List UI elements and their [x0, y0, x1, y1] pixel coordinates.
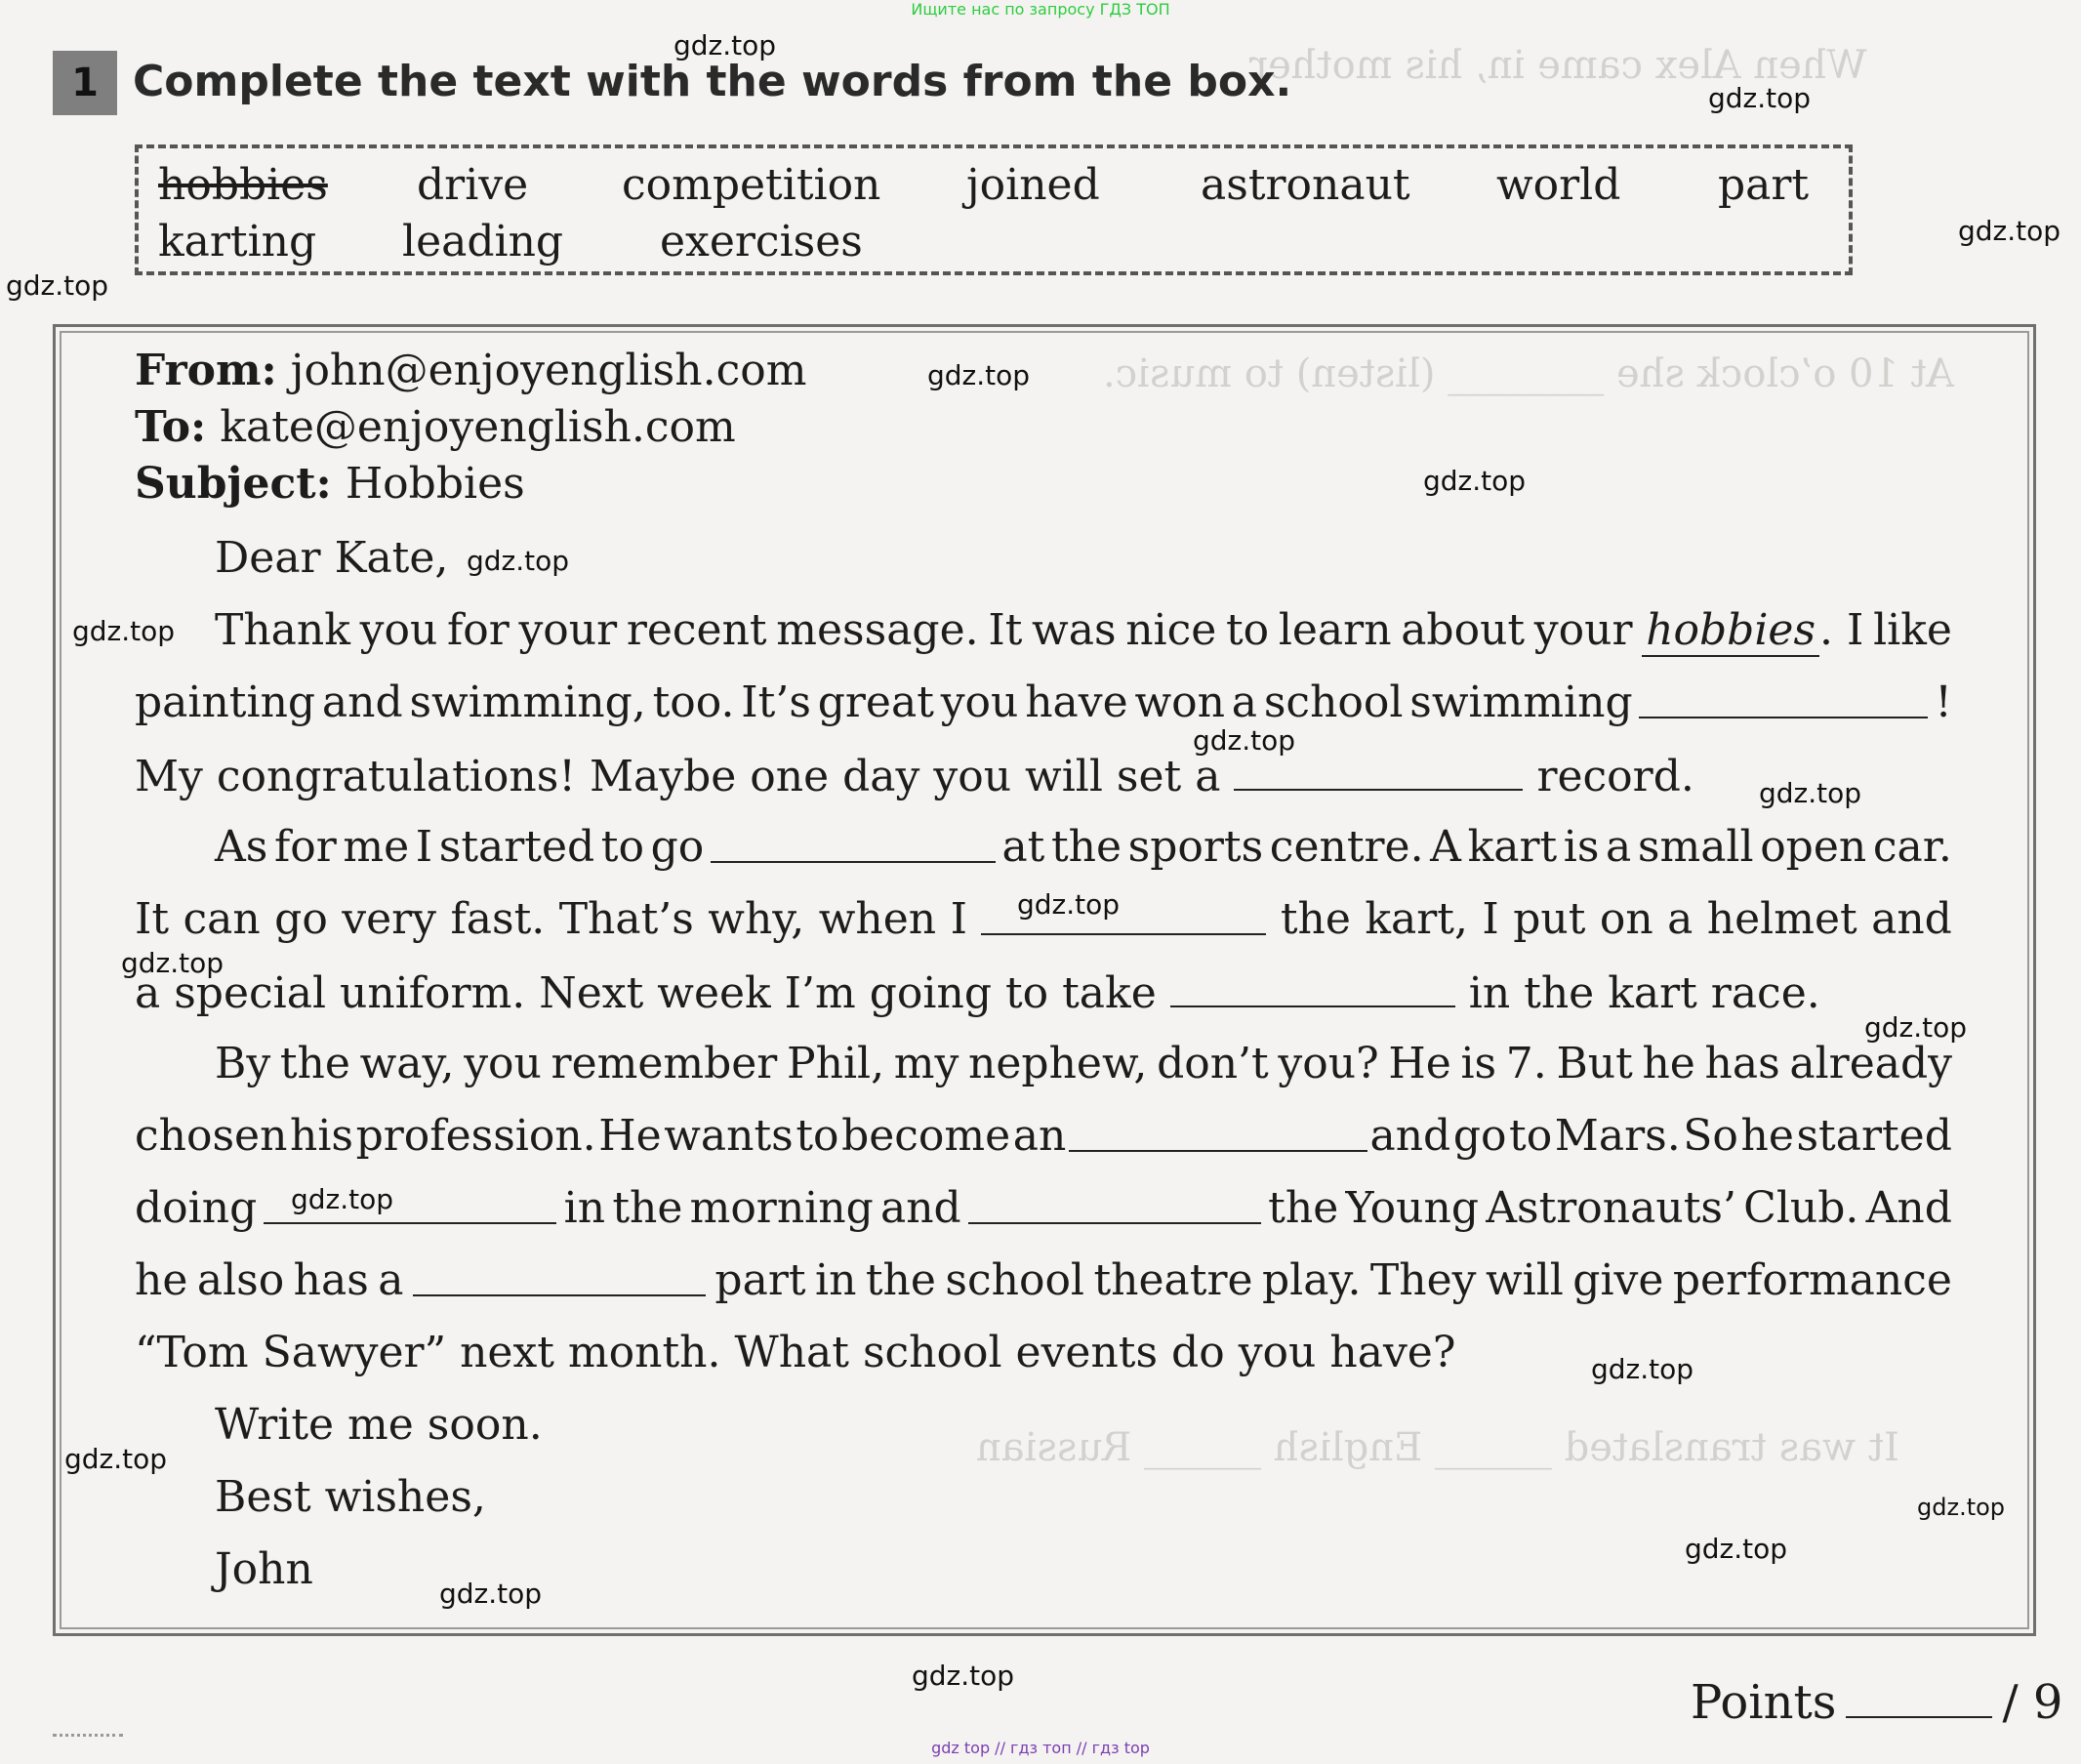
watermark: gdz.top: [64, 1443, 168, 1475]
word: great: [817, 677, 934, 727]
word: in: [563, 1183, 606, 1233]
word: swimming,: [409, 677, 646, 727]
word: on: [1599, 894, 1653, 944]
bleed-through-3: It was translated ______ English ______ Russian: [976, 1425, 1899, 1470]
word: why,: [708, 894, 805, 944]
email-from: [135, 346, 806, 395]
word: A: [1430, 822, 1461, 872]
p2-line-1: [215, 822, 1952, 872]
answer-blank-5[interactable]: [1170, 966, 1455, 1007]
word: doing: [135, 1183, 258, 1233]
word: for: [273, 822, 337, 872]
word: you: [359, 605, 438, 655]
word: chosen: [135, 1111, 288, 1161]
page-dots: [53, 1734, 123, 1737]
word: the: [1280, 894, 1351, 944]
p3-line-5: “Tom Sawyer” next month. What school events do you have?: [135, 1328, 1456, 1377]
word: me: [343, 822, 410, 872]
word: small: [1637, 822, 1754, 872]
answer-blank-6[interactable]: [1069, 1111, 1367, 1152]
word: As: [215, 822, 268, 872]
word: the: [865, 1255, 936, 1305]
word: message.: [776, 605, 979, 655]
word: open: [1760, 822, 1867, 872]
word: I: [1482, 894, 1499, 944]
word: wants: [664, 1111, 794, 1161]
word: That’s: [558, 894, 694, 944]
word: kart: [1467, 822, 1558, 872]
text: in the kart race.: [1468, 968, 1820, 1018]
word: kart,: [1365, 894, 1468, 944]
word: learn: [1278, 605, 1392, 655]
word: started: [1796, 1111, 1952, 1161]
bleed-through-1: When Alex came in, his mother: [1249, 43, 1867, 88]
word: nice: [1125, 605, 1217, 655]
word: So: [1683, 1111, 1738, 1161]
word: too.: [652, 677, 735, 727]
watermark: gdz.top: [1958, 215, 2061, 247]
word: go: [1452, 1111, 1507, 1161]
word-box-item-leading: leading: [402, 217, 564, 267]
word-box-item-drive: drive: [417, 160, 529, 210]
word: to: [600, 822, 644, 872]
points-blank[interactable]: [1846, 1683, 1992, 1718]
text: record.: [1536, 752, 1694, 801]
word: helmet: [1706, 894, 1857, 944]
word: his: [290, 1111, 354, 1161]
p2-line-3: [135, 966, 1820, 1018]
word-box-item-world: world: [1496, 160, 1621, 210]
sign-off: Best wishes,: [215, 1472, 486, 1522]
word: a: [1231, 677, 1258, 727]
word: Phil,: [787, 1039, 885, 1088]
email-subject: [135, 459, 525, 509]
word: But: [1556, 1039, 1633, 1088]
word: He: [598, 1111, 662, 1161]
word: very: [342, 894, 437, 944]
watermark: gdz.top: [291, 1183, 394, 1215]
answer-blank-8[interactable]: [968, 1183, 1261, 1224]
word: performance: [1672, 1255, 1952, 1305]
p1-line-2: [135, 677, 1952, 727]
word: car.: [1872, 822, 1952, 872]
word: your: [518, 605, 618, 655]
signature: John: [215, 1544, 313, 1594]
word: in: [815, 1255, 857, 1305]
word: They: [1369, 1255, 1477, 1305]
subject-label: Subject:: [135, 459, 332, 509]
bleed-through-2: At 10 o’clock she ________ (listen) to music.: [1103, 351, 1954, 396]
watermark: gdz.top: [1708, 82, 1812, 114]
answer-blank-1[interactable]: [1639, 677, 1928, 718]
word: go: [650, 822, 705, 872]
points-score: [1691, 1675, 2062, 1730]
p3-line-3: [135, 1183, 1952, 1233]
word: and: [321, 677, 403, 727]
closing-line: Write me soon.: [215, 1400, 543, 1450]
word: go: [274, 894, 328, 944]
word: I: [950, 894, 967, 944]
word: way,: [359, 1039, 455, 1088]
word: It’s: [741, 677, 811, 727]
word: fast.: [450, 894, 546, 944]
watermark: gdz.top: [1685, 1533, 1788, 1565]
word: painting: [135, 677, 316, 727]
subject-value: Hobbies: [345, 459, 525, 509]
word: school: [1263, 677, 1404, 727]
word: profession.: [355, 1111, 596, 1161]
word: theatre: [1093, 1255, 1253, 1305]
exercise-instruction: Complete the text with the words from the box.: [133, 57, 1292, 106]
word: don’t: [1157, 1039, 1269, 1088]
word: It: [135, 894, 170, 944]
watermark: gdz.top: [439, 1578, 543, 1610]
word: also: [196, 1255, 285, 1305]
word: a: [378, 1255, 404, 1305]
word: like: [1873, 605, 1952, 655]
top-banner[interactable]: Ищите нас по запросу ГДЗ ТОП: [911, 0, 1170, 19]
watermark: gdz.top: [1193, 724, 1296, 757]
word: It: [988, 605, 1023, 655]
from-address: john@enjoyenglish.com: [290, 346, 807, 395]
word: centre.: [1269, 822, 1424, 872]
word: can: [183, 894, 261, 944]
word: school: [945, 1255, 1085, 1305]
watermark: gdz.top: [1864, 1011, 1968, 1044]
from-label: From:: [135, 346, 277, 395]
text: a special uniform. Next week I’m going to take: [135, 968, 1157, 1018]
word: put: [1513, 894, 1586, 944]
word: By: [215, 1039, 271, 1088]
word: already: [1789, 1039, 1952, 1088]
word-box-item-hobbies: hobbies: [158, 160, 328, 210]
p1-line-3: [135, 750, 1694, 801]
word: and: [879, 1183, 961, 1233]
word: And: [1865, 1183, 1952, 1233]
word: give: [1572, 1255, 1664, 1305]
word: my: [893, 1039, 959, 1088]
word: for: [446, 605, 510, 655]
answer-blank-3[interactable]: [711, 822, 996, 863]
word: remember: [551, 1039, 778, 1088]
points-total: / 9: [2002, 1675, 2063, 1730]
word: your: [1533, 605, 1633, 655]
watermark: gdz.top: [72, 615, 176, 647]
word-box-item-joined: joined: [966, 160, 1100, 210]
answer-blank-9[interactable]: [413, 1255, 706, 1296]
word: He: [1388, 1039, 1451, 1088]
word-box-item-astronaut: astronaut: [1201, 160, 1410, 210]
word-box-item-karting: karting: [158, 217, 317, 267]
word: the: [612, 1183, 683, 1233]
text: My congratulations! Maybe one day you will set a: [135, 752, 1221, 801]
watermark: gdz.top: [912, 1660, 1015, 1692]
word: you?: [1278, 1039, 1379, 1088]
watermark: gdz.top: [1017, 888, 1121, 921]
word: you: [940, 677, 1019, 727]
word: Mars.: [1554, 1111, 1681, 1161]
word: to: [1225, 605, 1270, 655]
filled-answer-hobbies: hobbies: [1642, 605, 1819, 657]
word: swimming: [1409, 677, 1633, 727]
word: Astronauts’: [1486, 1183, 1736, 1233]
word-box-item-competition: competition: [622, 160, 881, 210]
watermark: gdz.top: [6, 269, 109, 302]
word: sports: [1127, 822, 1264, 872]
word: a: [1606, 822, 1632, 872]
word: . I: [1819, 605, 1864, 655]
word: is: [1563, 822, 1600, 872]
word: have: [1025, 677, 1128, 727]
word: Young: [1345, 1183, 1480, 1233]
watermark: gdz.top: [1917, 1494, 2006, 1521]
p1-line-1: [215, 605, 1952, 657]
word: the: [1050, 822, 1122, 872]
watermark: gdz.top: [927, 359, 1031, 391]
word: has: [293, 1255, 369, 1305]
word: he: [135, 1255, 188, 1305]
word: an: [1012, 1111, 1067, 1161]
word: he: [1740, 1111, 1794, 1161]
watermark: gdz.top: [467, 545, 570, 577]
word: nephew,: [968, 1039, 1148, 1088]
to-label: To:: [135, 402, 207, 452]
p3-line-2: [135, 1111, 1952, 1161]
word: become: [841, 1111, 1011, 1161]
word: Club.: [1743, 1183, 1859, 1233]
word: at: [1001, 822, 1045, 872]
word: won: [1134, 677, 1225, 727]
word: is: [1460, 1039, 1497, 1088]
word: I: [415, 822, 433, 872]
word: recent: [626, 605, 767, 655]
word: morning: [689, 1183, 874, 1233]
word: play.: [1261, 1255, 1362, 1305]
watermark: gdz.top: [1423, 465, 1527, 497]
word: !: [1935, 677, 1952, 727]
word: the: [279, 1039, 350, 1088]
word: Thank: [215, 605, 350, 655]
word-box-item-part: part: [1718, 160, 1810, 210]
p3-line-4: [135, 1255, 1952, 1305]
points-label: Points: [1691, 1675, 1837, 1730]
footer-links[interactable]: gdz top // гдз топ // гдз top: [931, 1739, 1150, 1757]
word: was: [1032, 605, 1117, 655]
word: to: [796, 1111, 839, 1161]
word: to: [1509, 1111, 1553, 1161]
watermark: gdz.top: [1759, 777, 1862, 809]
word: 7.: [1505, 1039, 1547, 1088]
word: about: [1401, 605, 1526, 655]
to-address: kate@enjoyenglish.com: [220, 402, 736, 452]
word: has: [1704, 1039, 1780, 1088]
watermark: gdz.top: [673, 29, 777, 62]
word: started: [438, 822, 595, 872]
word: a: [1667, 894, 1693, 944]
word: when: [818, 894, 937, 944]
word: and: [1871, 894, 1952, 944]
word: you: [464, 1039, 542, 1088]
word: the: [1268, 1183, 1339, 1233]
email-to: [135, 402, 736, 452]
watermark: gdz.top: [121, 947, 224, 979]
greeting: Dear Kate,: [215, 533, 449, 583]
p3-line-1: [215, 1039, 1952, 1088]
exercise-number: 1: [53, 51, 117, 115]
word: will: [1485, 1255, 1564, 1305]
word: and: [1369, 1111, 1451, 1161]
word: he: [1642, 1039, 1695, 1088]
word: part: [714, 1255, 806, 1305]
word-box-item-exercises: exercises: [660, 217, 863, 267]
watermark: gdz.top: [1591, 1353, 1694, 1385]
